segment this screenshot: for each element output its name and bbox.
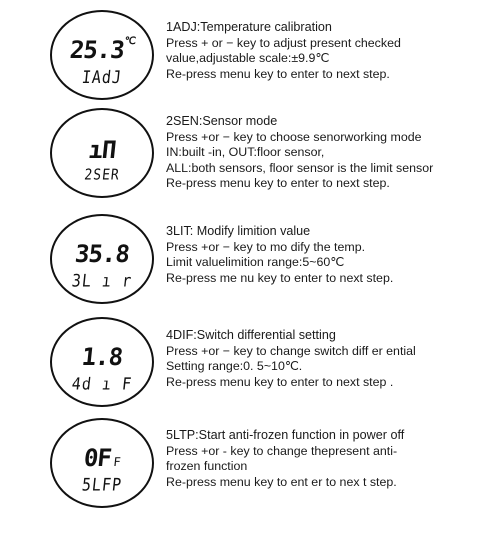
step-title: 3LIT: Modify limition value [166,224,311,238]
lcd-code: 3L ı r [70,270,134,292]
lcd-main-reading: 25.3℃ [68,36,136,64]
lcd-code: 4d ı F [70,373,134,395]
description-line: Re-press menu key to enter to next step . [166,374,394,389]
lcd-display-1 [50,10,154,100]
lcd-display-2 [50,108,154,198]
lcd-display-5 [50,418,154,508]
lcd-code: 5LFP [80,474,124,496]
description-line: Press + or − key to adjust present checked [166,35,401,50]
step-title: 2SEN:Sensor mode [166,114,278,128]
description-line: IN:built -in, OUT:floor sensor, [166,145,325,160]
description-line: Re-press menu key to ent er to nex t step. [166,474,397,489]
description-line: Re-press me nu key to enter to next step. [166,270,394,285]
lcd-main-reading: 1.8 [80,343,124,371]
lcd-display-3 [50,214,154,304]
lcd-code: IAdJ [80,66,124,88]
description-line: Re-press menu key to enter to next step. [166,66,390,81]
description-line: ALL:both sensors, floor sensor is the limit sensor [166,160,434,175]
description-line: value,adjustable scale:±9.9℃ [166,51,330,66]
description-line: Re-press menu key to enter to next step. [166,176,390,191]
lcd-display-4 [50,317,154,407]
lcd-main-reading: 35.8 [73,240,131,268]
display-unit: F [112,455,121,469]
description-line: Press +or − key to change switch diff er ential [166,343,416,358]
description-line: Press +or − key to choose senorworking mode [166,129,422,144]
step-description [166,428,496,490]
lcd-main-reading: 0FF [82,444,121,472]
description-line: Setting range:0. 5~10℃. [166,359,303,374]
description-line: Limit valuelimition range:5~60℃ [166,255,345,270]
description-line: Press +or - key to change thepresent anti- [166,443,398,458]
step-title: 4DIF:Switch differential setting [166,328,336,342]
description-line: frozen function [166,459,248,474]
celsius-unit: ℃ [124,36,136,47]
step-description [166,20,496,82]
step-title: 5LTP:Start anti-frozen function in power off [166,428,405,442]
step-description [166,224,496,286]
lcd-main-reading: ıΠ [87,136,117,164]
step-description [166,114,496,192]
step-title: 1ADJ:Temperature calibration [166,20,332,34]
step-description [166,328,496,390]
description-line: Press +or − key to mo dify the temp. [166,239,366,254]
lcd-code: 2SER [83,166,121,185]
